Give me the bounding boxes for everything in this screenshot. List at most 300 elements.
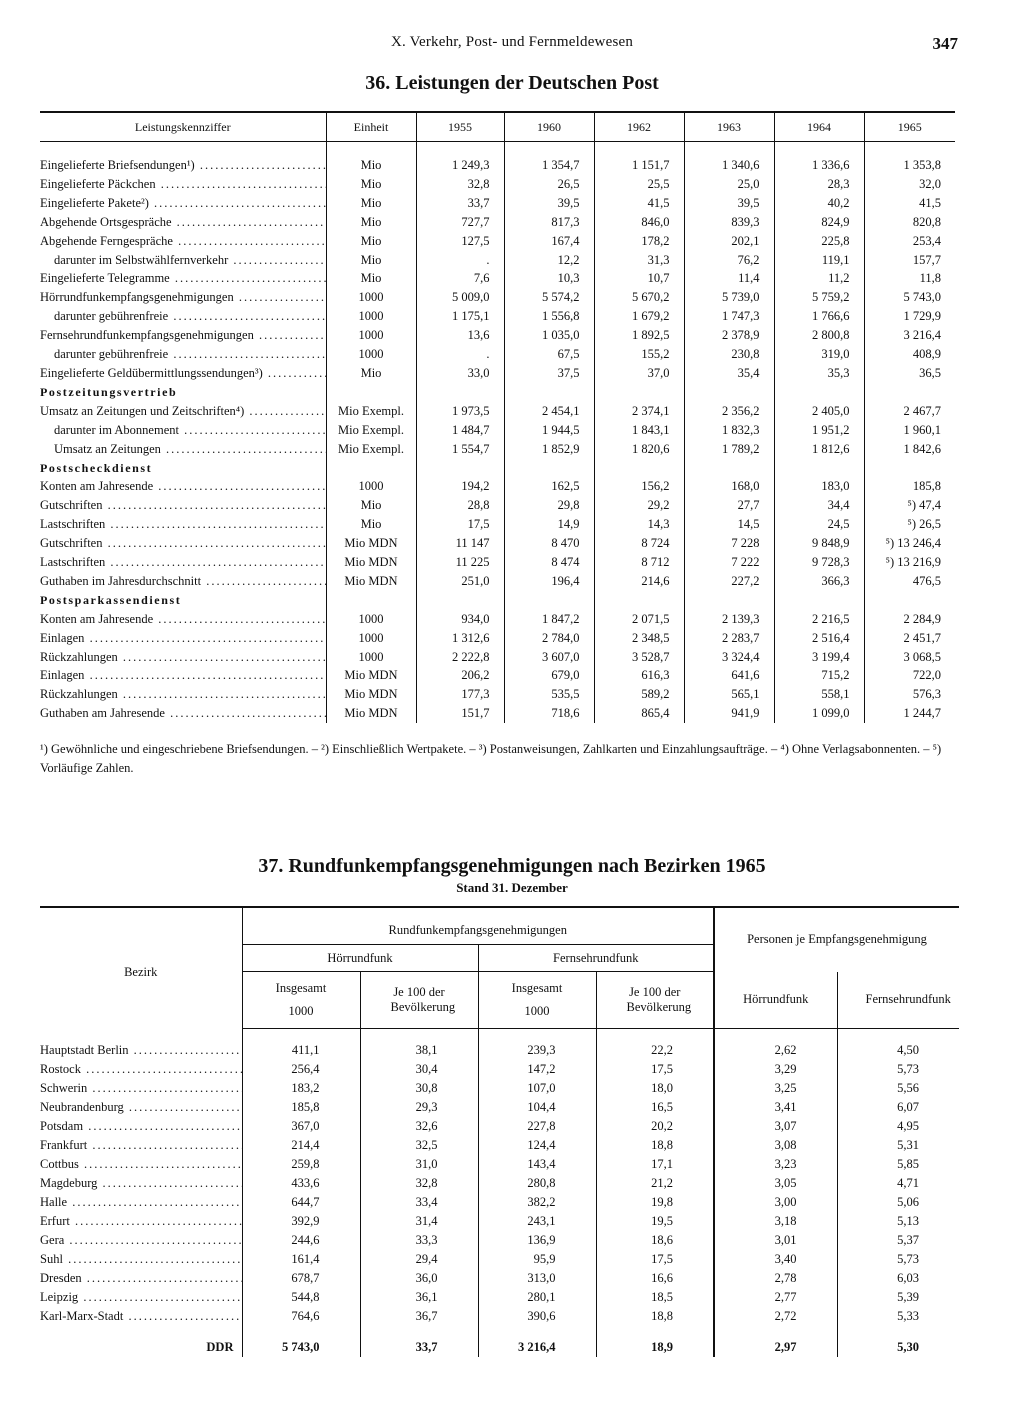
row-label-text: darunter gebührenfreie ..... — [54, 307, 326, 326]
value-cell: 156,2 — [594, 477, 684, 496]
value-cell: 1 099,0 — [774, 704, 864, 723]
row-label — [40, 232, 326, 251]
bezirk-name: Neubrandenburg ..... — [40, 1098, 242, 1117]
value-cell: 576,3 — [864, 685, 955, 704]
value-cell: 544,8 — [242, 1288, 360, 1307]
value-cell: 167,4 — [504, 232, 594, 251]
table-row — [40, 1212, 959, 1231]
value-cell: 5,37 — [837, 1231, 959, 1250]
table-row — [40, 251, 955, 270]
value-cell: 17,5 — [416, 515, 504, 534]
value-cell: 5,73 — [837, 1250, 959, 1269]
page-number: 347 — [932, 34, 958, 53]
value-cell: 32,0 — [864, 175, 955, 194]
header-insgesamt-label: Insgesamt — [275, 981, 327, 995]
value-cell — [594, 591, 684, 610]
value-cell: 253,4 — [864, 232, 955, 251]
value-cell: 1 353,8 — [864, 142, 955, 175]
value-cell: 5 743,0 — [864, 288, 955, 307]
value-cell: 256,4 — [242, 1060, 360, 1079]
table-row — [40, 610, 955, 629]
unit-cell: 1000 — [326, 345, 416, 364]
row-label-text: Konten am Jahresende ..... — [40, 477, 326, 496]
value-cell: 104,4 — [478, 1098, 596, 1117]
value-cell: 16,5 — [596, 1098, 714, 1117]
value-cell: 3,07 — [714, 1117, 837, 1136]
value-cell: 644,7 — [242, 1193, 360, 1212]
value-cell: 6,07 — [837, 1098, 959, 1117]
value-cell: 718,6 — [504, 704, 594, 723]
value-cell: 11 147 — [416, 534, 504, 553]
value-cell: 17,5 — [596, 1250, 714, 1269]
value-cell: 35,4 — [684, 364, 774, 383]
running-head: X. Verkehr, Post- und Fernmeldewesen — [390, 34, 634, 50]
bezirk-name: Cottbus ..... — [40, 1155, 242, 1174]
bezirk-name: Schwerin ..... — [40, 1079, 242, 1098]
value-cell: 37,0 — [594, 364, 684, 383]
value-cell: 35,3 — [774, 364, 864, 383]
value-cell: 29,3 — [360, 1098, 478, 1117]
table-row — [40, 1250, 959, 1269]
table-row — [40, 345, 955, 364]
bezirk-name: Potsdam ..... — [40, 1117, 242, 1136]
value-cell: 366,3 — [774, 572, 864, 591]
table-row — [40, 1288, 959, 1307]
value-cell: 2 356,2 — [684, 402, 774, 421]
value-cell: 22,2 — [596, 1029, 714, 1061]
value-cell — [864, 459, 955, 478]
unit-cell: Mio — [326, 175, 416, 194]
row-label-text: Eingelieferte Briefsendungen¹) ..... — [40, 156, 326, 175]
value-cell: 2 451,7 — [864, 629, 955, 648]
row-label — [40, 288, 326, 307]
value-cell — [774, 591, 864, 610]
value-cell: 4,50 — [837, 1029, 959, 1061]
value-cell: 185,8 — [242, 1098, 360, 1117]
value-cell: 178,2 — [594, 232, 684, 251]
value-cell: 3 324,4 — [684, 648, 774, 667]
value-cell: 127,5 — [416, 232, 504, 251]
bezirk-name: Magdeburg ..... — [40, 1174, 242, 1193]
value-cell: 313,0 — [478, 1269, 596, 1288]
row-label-text: Fernsehrundfunkempfangsgenehmigungen ..... — [40, 326, 326, 345]
row-label-text: Lastschriften ..... — [40, 553, 326, 572]
value-cell: 33,7 — [416, 194, 504, 213]
value-cell: 817,3 — [504, 213, 594, 232]
value-cell: 202,1 — [684, 232, 774, 251]
value-cell: 168,0 — [684, 477, 774, 496]
bezirk-name: Suhl ..... — [40, 1250, 242, 1269]
table-row — [40, 1117, 959, 1136]
value-cell: 5 739,0 — [684, 288, 774, 307]
bezirk-cell — [40, 1117, 242, 1136]
row-label-text: Guthaben im Jahresdurchschnitt ..... — [40, 572, 326, 591]
unit-cell: Mio MDN — [326, 553, 416, 572]
value-cell: 5 670,2 — [594, 288, 684, 307]
value-cell: 824,9 — [774, 213, 864, 232]
value-cell — [504, 459, 594, 478]
value-cell: 5,33 — [837, 1307, 959, 1326]
value-cell: 1 340,6 — [684, 142, 774, 175]
table-row — [40, 477, 955, 496]
value-cell: 367,0 — [242, 1117, 360, 1136]
row-label-text: Postsparkassendienst — [40, 592, 182, 607]
value-cell: 2 454,1 — [504, 402, 594, 421]
row-label-text: Umsatz an Zeitungen ..... — [54, 440, 326, 459]
row-label — [40, 307, 326, 326]
unit-cell: 1000 — [326, 326, 416, 345]
value-cell: 136,9 — [478, 1231, 596, 1250]
table-row — [40, 1193, 959, 1212]
value-cell: 280,1 — [478, 1288, 596, 1307]
value-cell: 39,5 — [684, 194, 774, 213]
value-cell: 2,78 — [714, 1269, 837, 1288]
value-cell: 183,0 — [774, 477, 864, 496]
value-cell: 1 484,7 — [416, 421, 504, 440]
value-cell: 20,2 — [596, 1117, 714, 1136]
value-cell: 41,5 — [594, 194, 684, 213]
value-cell: 25,0 — [684, 175, 774, 194]
column-header: 1965 — [864, 112, 955, 142]
unit-cell: 1000 — [326, 629, 416, 648]
unit-cell: Mio — [326, 194, 416, 213]
value-cell: 3,18 — [714, 1212, 837, 1231]
section-label — [40, 383, 326, 402]
value-cell: 18,8 — [596, 1136, 714, 1155]
value-cell: 3 607,0 — [504, 648, 594, 667]
row-label — [40, 496, 326, 515]
value-cell: 2 216,5 — [774, 610, 864, 629]
total-value-cell: 18,9 — [596, 1326, 714, 1357]
value-cell: 1 312,6 — [416, 629, 504, 648]
unit-cell: Mio Exempl. — [326, 421, 416, 440]
value-cell: 5,73 — [837, 1060, 959, 1079]
value-cell — [504, 383, 594, 402]
header-insgesamt-fernseh — [478, 972, 596, 1029]
value-cell: 143,4 — [478, 1155, 596, 1174]
value-cell: 941,9 — [684, 704, 774, 723]
row-label — [40, 194, 326, 213]
value-cell: 1 747,3 — [684, 307, 774, 326]
value-cell: 846,0 — [594, 213, 684, 232]
value-cell: 33,0 — [416, 364, 504, 383]
value-cell — [504, 591, 594, 610]
value-cell: 934,0 — [416, 610, 504, 629]
value-cell: 2 374,1 — [594, 402, 684, 421]
table-row — [40, 194, 955, 213]
value-cell: 32,8 — [416, 175, 504, 194]
value-cell: 119,1 — [774, 251, 864, 270]
value-cell — [684, 591, 774, 610]
value-cell: 382,2 — [478, 1193, 596, 1212]
table36-header-row — [40, 112, 955, 142]
value-cell: 565,1 — [684, 685, 774, 704]
value-cell: 95,9 — [478, 1250, 596, 1269]
value-cell: 5 574,2 — [504, 288, 594, 307]
unit-cell: Mio — [326, 515, 416, 534]
value-cell: 31,4 — [360, 1212, 478, 1231]
column-header: 1962 — [594, 112, 684, 142]
bezirk-name: Rostock ..... — [40, 1060, 242, 1079]
value-cell: 1 789,2 — [684, 440, 774, 459]
value-cell: 1 847,2 — [504, 610, 594, 629]
table36-footnotes: ¹) Gewöhnliche und eingeschriebene Briefsendungen. – ²) Einschließlich Wertpakete. – ³) Postanweisungen, Zahlkarten und Einzahlungsaufträge. – ⁴) Ohne Verlagsabonnenten. – ⁵) Vorläufige Zahlen. — [40, 742, 942, 775]
value-cell: 227,2 — [684, 572, 774, 591]
value-cell: 839,3 — [684, 213, 774, 232]
table37-subtitle: Stand 31. Dezember — [456, 880, 568, 895]
value-cell: 21,2 — [596, 1174, 714, 1193]
value-cell: 476,5 — [864, 572, 955, 591]
value-cell: 1 960,1 — [864, 421, 955, 440]
table-row — [40, 704, 955, 723]
value-cell: 5,39 — [837, 1288, 959, 1307]
value-cell: 14,3 — [594, 515, 684, 534]
unit-cell: 1000 — [326, 610, 416, 629]
unit-cell: Mio Exempl. — [326, 440, 416, 459]
value-cell: 214,4 — [242, 1136, 360, 1155]
value-cell: 1 556,8 — [504, 307, 594, 326]
value-cell: 107,0 — [478, 1079, 596, 1098]
bezirk-name: Karl-Marx-Stadt ..... — [40, 1307, 242, 1326]
unit-cell: Mio MDN — [326, 666, 416, 685]
value-cell: 18,6 — [596, 1231, 714, 1250]
value-cell: 1 244,7 — [864, 704, 955, 723]
header-bezirk: Bezirk — [40, 907, 242, 1029]
row-label-text: Postzeitungsvertrieb — [40, 384, 178, 399]
value-cell: 1 820,6 — [594, 440, 684, 459]
value-cell: 36,7 — [360, 1307, 478, 1326]
value-cell: 3 528,7 — [594, 648, 684, 667]
row-label-text: Gutschriften ..... — [40, 496, 326, 515]
value-cell — [416, 459, 504, 478]
value-cell: 1 354,7 — [504, 142, 594, 175]
value-cell: 3,29 — [714, 1060, 837, 1079]
value-cell: 76,2 — [684, 251, 774, 270]
bezirk-name: Halle ..... — [40, 1193, 242, 1212]
value-cell — [416, 383, 504, 402]
table-row — [40, 496, 955, 515]
value-cell: 2 800,8 — [774, 326, 864, 345]
value-cell: 30,4 — [360, 1060, 478, 1079]
column-header: 1963 — [684, 112, 774, 142]
value-cell: 5,31 — [837, 1136, 959, 1155]
row-label-text: darunter im Selbstwählfernverkehr ..... — [54, 251, 326, 270]
header-group-rundfunk: Rundfunkempfangsgenehmigungen — [242, 907, 714, 945]
row-label — [40, 175, 326, 194]
row-label-text: Lastschriften ..... — [40, 515, 326, 534]
value-cell: 18,0 — [596, 1079, 714, 1098]
value-cell: 1 892,5 — [594, 326, 684, 345]
value-cell: 9 848,9 — [774, 534, 864, 553]
value-cell: 29,2 — [594, 496, 684, 515]
unit-cell: Mio — [326, 251, 416, 270]
value-cell: 11,4 — [684, 269, 774, 288]
row-label-text: Eingelieferte Geldübermittlungssendungen³) ..... — [40, 364, 326, 383]
header-personen-fernseh: Fernsehrundfunk — [837, 972, 959, 1029]
value-cell: 33,4 — [360, 1193, 478, 1212]
row-label — [40, 326, 326, 345]
value-cell: 3,01 — [714, 1231, 837, 1250]
value-cell: 40,2 — [774, 194, 864, 213]
bezirk-cell — [40, 1231, 242, 1250]
bezirk-cell — [40, 1288, 242, 1307]
bezirk-cell — [40, 1136, 242, 1155]
value-cell: 820,8 — [864, 213, 955, 232]
value-cell: 3 199,4 — [774, 648, 864, 667]
value-cell: 1 843,1 — [594, 421, 684, 440]
value-cell: 185,8 — [864, 477, 955, 496]
value-cell: 230,8 — [684, 345, 774, 364]
total-row — [40, 1326, 959, 1357]
column-header: 1955 — [416, 112, 504, 142]
value-cell: 727,7 — [416, 213, 504, 232]
value-cell: 177,3 — [416, 685, 504, 704]
value-cell: 29,4 — [360, 1250, 478, 1269]
value-cell: 3,23 — [714, 1155, 837, 1174]
total-value-cell: 3 216,4 — [478, 1326, 596, 1357]
value-cell: 10,3 — [504, 269, 594, 288]
header-unit-label: 1000 — [288, 1004, 314, 1018]
total-value-cell: 5,30 — [837, 1326, 959, 1357]
header-personen-hoer: Hörrundfunk — [714, 972, 837, 1029]
row-label — [40, 142, 326, 175]
value-cell: 1 812,6 — [774, 440, 864, 459]
unit-cell: Mio MDN — [326, 685, 416, 704]
value-cell: 14,9 — [504, 515, 594, 534]
value-cell: 2 467,7 — [864, 402, 955, 421]
value-cell: 616,3 — [594, 666, 684, 685]
value-cell: 31,3 — [594, 251, 684, 270]
table-row — [40, 1098, 959, 1117]
unit-cell: Mio MDN — [326, 534, 416, 553]
header-je100-fernseh: Je 100 der Bevölkerung — [596, 972, 714, 1029]
value-cell: 2 405,0 — [774, 402, 864, 421]
value-cell: 243,1 — [478, 1212, 596, 1231]
value-cell: 1 554,7 — [416, 440, 504, 459]
value-cell — [416, 591, 504, 610]
row-label — [40, 610, 326, 629]
value-cell: 390,6 — [478, 1307, 596, 1326]
value-cell: 183,2 — [242, 1079, 360, 1098]
value-cell: 3 068,5 — [864, 648, 955, 667]
value-cell: 244,6 — [242, 1231, 360, 1250]
table-row — [40, 213, 955, 232]
table-row — [40, 1136, 959, 1155]
table-row — [40, 553, 955, 572]
value-cell: 8 724 — [594, 534, 684, 553]
value-cell: 33,3 — [360, 1231, 478, 1250]
bezirk-cell — [40, 1193, 242, 1212]
row-label — [40, 251, 326, 270]
value-cell: 26,5 — [504, 175, 594, 194]
value-cell: 7 222 — [684, 553, 774, 572]
value-cell: 5 009,0 — [416, 288, 504, 307]
value-cell: 251,0 — [416, 572, 504, 591]
value-cell: 11,8 — [864, 269, 955, 288]
value-cell: 678,7 — [242, 1269, 360, 1288]
table-row — [40, 142, 955, 175]
value-cell: 227,8 — [478, 1117, 596, 1136]
unit-cell: Mio MDN — [326, 704, 416, 723]
value-cell: 67,5 — [504, 345, 594, 364]
value-cell: 1 951,2 — [774, 421, 864, 440]
row-label — [40, 345, 326, 364]
table-row — [40, 175, 955, 194]
table37-title: 37. Rundfunkempfangsgenehmigungen nach Bezirken 1965 — [258, 855, 766, 877]
value-cell: 3,05 — [714, 1174, 837, 1193]
value-cell: 5 759,2 — [774, 288, 864, 307]
row-label-text: Guthaben am Jahresende ..... — [40, 704, 326, 723]
row-label-text: Konten am Jahresende ..... — [40, 610, 326, 629]
bezirk-name: Dresden ..... — [40, 1269, 242, 1288]
header-je100-hoer: Je 100 der Bevölkerung — [360, 972, 478, 1029]
value-cell: ⁵) 47,4 — [864, 496, 955, 515]
value-cell: 2 516,4 — [774, 629, 864, 648]
value-cell: 715,2 — [774, 666, 864, 685]
value-cell: 1 336,6 — [774, 142, 864, 175]
value-cell: 535,5 — [504, 685, 594, 704]
bezirk-cell — [40, 1307, 242, 1326]
table-row — [40, 440, 955, 459]
bezirk-cell — [40, 1155, 242, 1174]
row-label-text: Eingelieferte Päckchen ..... — [40, 175, 326, 194]
value-cell: 34,4 — [774, 496, 864, 515]
unit-cell: Mio — [326, 232, 416, 251]
section-row — [40, 591, 955, 610]
unit-cell: 1000 — [326, 477, 416, 496]
value-cell: 722,0 — [864, 666, 955, 685]
table-row — [40, 232, 955, 251]
table-row — [40, 1269, 959, 1288]
table-row — [40, 288, 955, 307]
value-cell: 3,00 — [714, 1193, 837, 1212]
table36-title: 36. Leistungen der Deutschen Post — [365, 72, 659, 94]
value-cell: 29,8 — [504, 496, 594, 515]
table-row — [40, 1231, 959, 1250]
row-label — [40, 704, 326, 723]
value-cell: 1 249,3 — [416, 142, 504, 175]
table-row — [40, 572, 955, 591]
value-cell — [774, 383, 864, 402]
table-row — [40, 269, 955, 288]
value-cell — [594, 383, 684, 402]
row-label-text: darunter gebührenfreie ..... — [54, 345, 326, 364]
table37 — [40, 906, 959, 1357]
row-label-text: Einlagen ..... — [40, 666, 326, 685]
bezirk-cell — [40, 1250, 242, 1269]
value-cell: 4,71 — [837, 1174, 959, 1193]
bezirk-name: Leipzig ..... — [40, 1288, 242, 1307]
bezirk-name: Gera ..... — [40, 1231, 242, 1250]
value-cell: 239,3 — [478, 1029, 596, 1061]
bezirk-name: Hauptstadt Berlin ..... — [40, 1041, 242, 1060]
table-row — [40, 648, 955, 667]
value-cell: 4,95 — [837, 1117, 959, 1136]
value-cell: 18,8 — [596, 1307, 714, 1326]
row-label-text: Abgehende Ortsgespräche ..... — [40, 213, 326, 232]
row-label-text: Eingelieferte Pakete²) ..... — [40, 194, 326, 213]
bezirk-cell — [40, 1079, 242, 1098]
unit-cell — [326, 459, 416, 478]
table-row — [40, 515, 955, 534]
value-cell: 5,13 — [837, 1212, 959, 1231]
bezirk-name: Erfurt ..... — [40, 1212, 242, 1231]
table-row — [40, 629, 955, 648]
unit-cell: 1000 — [326, 648, 416, 667]
value-cell: 36,5 — [864, 364, 955, 383]
value-cell: 37,5 — [504, 364, 594, 383]
column-header: 1960 — [504, 112, 594, 142]
